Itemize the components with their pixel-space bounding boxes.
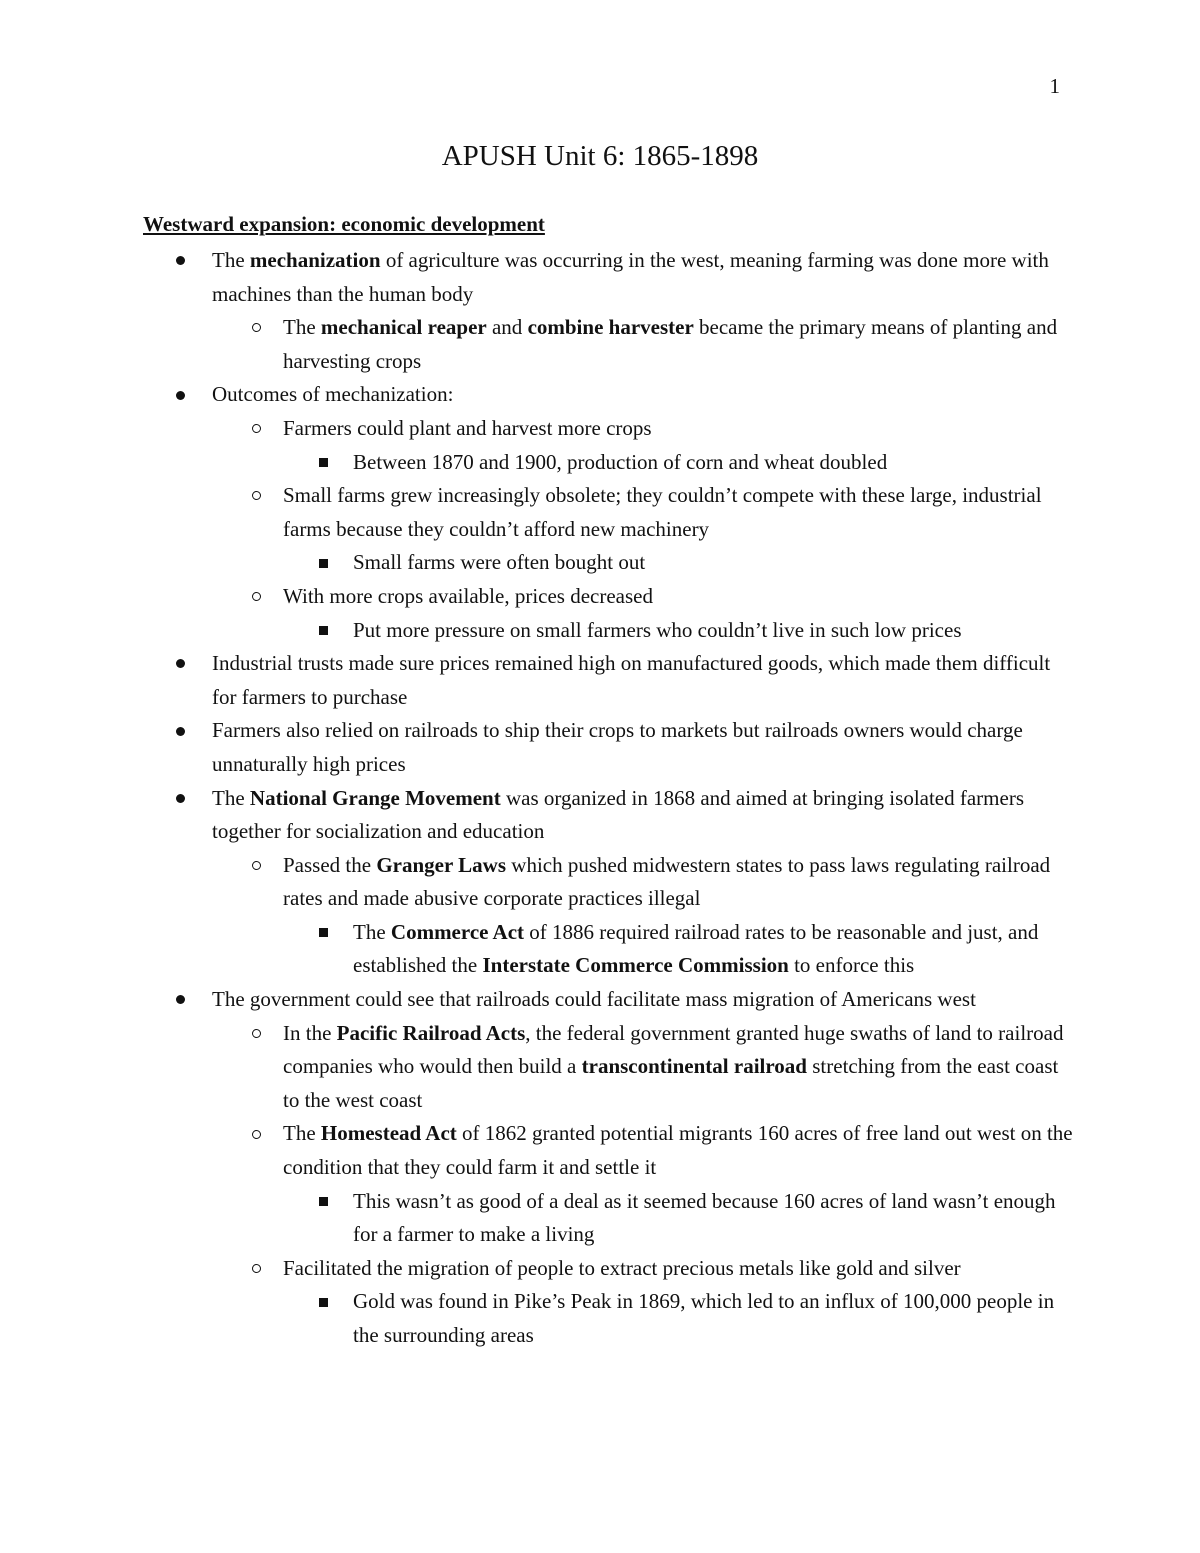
page-number: 1 (1049, 74, 1060, 98)
bullet-square-icon (315, 614, 331, 648)
text-segment: Small farms grew increasingly obsolete; they couldn’t compete with these large, industrial farms because they couldn’t afford new machinery (283, 483, 1042, 541)
bullet-circle-icon (248, 580, 264, 614)
bullet-dot-icon (172, 714, 188, 748)
text-segment: The (353, 919, 391, 944)
bullet-circle-icon (248, 311, 264, 345)
list-item-text (353, 450, 887, 474)
bold-term: Pacific Railroad Acts (336, 1020, 526, 1045)
list-item (0, 1117, 1073, 1184)
bold-term: Homestead Act (320, 1121, 457, 1146)
bold-term: Commerce Act (390, 919, 525, 944)
text-segment: Passed the (283, 852, 377, 877)
list-item (0, 1185, 1073, 1252)
list-item-text (212, 718, 1023, 776)
list-item (0, 849, 1073, 916)
section-heading: Westward expansion: economic development (143, 212, 545, 236)
bold-term: combine harvester (527, 315, 694, 340)
text-segment: Farmers could plant and harvest more crops (283, 415, 652, 440)
bold-term: National Grange Movement (249, 785, 501, 810)
list-item (0, 647, 1072, 714)
bold-term: Granger Laws (376, 852, 507, 877)
text-segment: stretching from the east coast to the west coast (283, 1054, 1059, 1112)
list-item (0, 446, 1073, 480)
text-segment: Farmers also relied on railroads to ship their crops to markets but railroads owners would charge unnaturally high prices (212, 718, 1023, 776)
bullet-square-icon (315, 916, 331, 950)
bullet-dot-icon (172, 983, 188, 1017)
text-segment: of 1862 granted potential migrants 160 acres of free land out west on the condition that they could farm it and settle it (283, 1121, 1073, 1180)
list-item-text (353, 1189, 1056, 1247)
text-segment: The (283, 1121, 321, 1146)
text-segment: Put more pressure on small farmers who couldn’t live in such low prices (353, 617, 962, 642)
bullet-square-icon (315, 1185, 331, 1219)
bullet-circle-icon (248, 1252, 264, 1286)
list-item (0, 714, 1072, 781)
text-segment: of 1886 required railroad rates to be reasonable and just, and established the (353, 919, 1039, 978)
list-item (0, 378, 1072, 412)
bullet-square-icon (315, 1285, 331, 1319)
bullet-circle-icon (248, 1117, 264, 1151)
list-item-text (283, 1256, 961, 1280)
text-segment: became the primary means of planting and harvesting crops (283, 315, 1058, 373)
text-segment: Outcomes of mechanization: (212, 382, 454, 407)
list-item (0, 244, 1072, 311)
list-item (0, 1285, 1073, 1352)
list-item (0, 782, 1072, 849)
list-item (0, 983, 1072, 1017)
bullet-circle-icon (248, 412, 264, 446)
list-item-text (353, 1289, 1054, 1347)
list-item-text (353, 618, 962, 642)
text-segment: of agriculture was occurring in the west, meaning farming was done more with machines than the human body (212, 248, 1049, 306)
list-item-text (212, 651, 1050, 709)
bullet-dot-icon (172, 647, 188, 681)
list-item-text (212, 248, 1049, 306)
bullet-square-icon (315, 446, 331, 480)
text-segment: The government could see that railroads could facilitate mass migration of Americans west (212, 987, 976, 1012)
text-segment: and (486, 315, 528, 340)
list-item-text (212, 382, 453, 406)
list-item (0, 412, 1073, 446)
bold-term: mechanical reaper (320, 315, 487, 340)
text-segment: The (212, 785, 250, 810)
list-item (0, 1017, 1073, 1118)
text-segment: Gold was found in Pike’s Peak in 1869, which led to an influx of 100,000 people in the surrounding areas (353, 1289, 1055, 1347)
text-segment: The (283, 315, 321, 340)
bullet-dot-icon (172, 244, 188, 278)
list-item-text (283, 853, 1050, 911)
text-segment: Facilitated the migration of people to extract precious metals like gold and silver (283, 1255, 961, 1280)
list-item-text (283, 416, 652, 440)
list-item (0, 916, 1073, 983)
text-segment: Small farms were often bought out (353, 550, 646, 575)
list-item-text (283, 483, 1042, 541)
text-segment: Between 1870 and 1900, production of corn and wheat doubled (353, 449, 888, 474)
text-segment: , the federal government granted huge swaths of land to railroad companies who would then build a (283, 1020, 1064, 1079)
list-item-text (353, 550, 645, 574)
text-segment: This wasn’t as good of a deal as it seemed because 160 acres of land wasn’t enough for a farmer to make a living (353, 1188, 1056, 1247)
page-title: APUSH Unit 6: 1865-1898 (441, 140, 759, 172)
bold-term: transcontinental railroad (581, 1054, 807, 1079)
text-segment: Industrial trusts made sure prices remained high on manufactured goods, which made them difficult for farmers to purchase (212, 651, 1051, 709)
list-item (0, 311, 1073, 378)
list-item (0, 580, 1073, 614)
bullet-dot-icon (172, 378, 188, 412)
bold-term: Interstate Commerce Commission (482, 953, 789, 978)
text-segment: which pushed midwestern states to pass laws regulating railroad rates and made abusive corporate practices illegal (283, 852, 1051, 911)
bullet-circle-icon (248, 479, 264, 513)
list-item-text (283, 584, 653, 608)
list-item-text (283, 1021, 1063, 1112)
bullet-dot-icon (172, 782, 188, 816)
list-item-text (353, 920, 1038, 978)
list-item-text (212, 786, 1024, 844)
list-item-text (283, 1121, 1073, 1179)
bullet-circle-icon (248, 1017, 264, 1051)
bullet-circle-icon (248, 849, 264, 883)
list-item (0, 614, 1073, 648)
list-item (0, 1252, 1073, 1286)
list-item (0, 546, 1073, 580)
list-item (0, 479, 1073, 546)
text-segment: With more crops available, prices decreased (283, 583, 653, 608)
bold-term: mechanization (249, 248, 381, 272)
bullet-square-icon (315, 546, 331, 580)
list-item-text (283, 315, 1057, 373)
bullet-list (0, 244, 1200, 1353)
text-segment: The (212, 248, 250, 272)
text-segment: was organized in 1868 and aimed at bringing isolated farmers together for socialization and education (212, 785, 1025, 844)
text-segment: to enforce this (788, 953, 915, 978)
list-item-text (212, 987, 976, 1011)
text-segment: In the (283, 1020, 337, 1045)
